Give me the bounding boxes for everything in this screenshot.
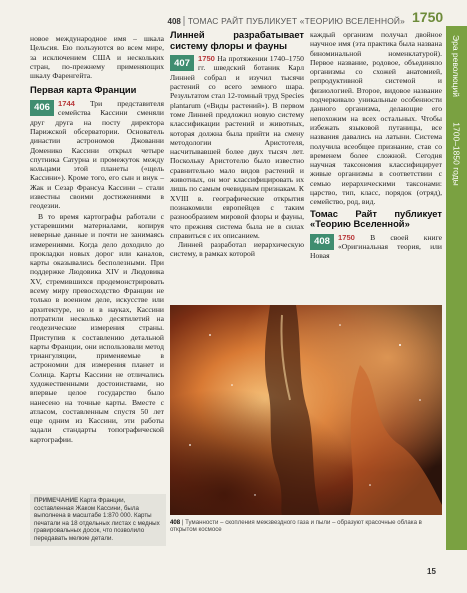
nebula-illustration [170,305,442,515]
header-page-number: 408 [167,16,181,26]
footer-page-number: 15 [427,567,436,576]
column-3 [310,30,442,261]
header-year: 1750 [412,9,444,25]
sidebar-label-bottom-wrap [446,108,467,200]
col1-intro: новое международное имя – шкала Цельсия. Ею пользуются во всем мире, за исключением США и нескольких стран, по-прежнему применяющих шкалу Фаренгейта. [30,34,164,81]
note-label: ПРИМЕЧАНИЕ [34,497,79,504]
caption-divider: | [181,519,186,526]
col1-section-title: Первая карта Франции [30,84,137,96]
sidebar-label-top: Эра революций [451,34,462,98]
header-title: ТОМАС РАЙТ ПУБЛИКУЕТ «ТЕОРИЮ ВСЕЛЕННОЙ» [187,16,405,26]
entry-year: 1750 [198,54,215,64]
header-divider [184,16,185,26]
col3-paragraph-1: каждый организм получал двойное научное имя (эта практика была названа биноминальной номенклатурой). Первое название, родовое, объединяло организмы со схожей анатомией, репродуктивной системой и физиологией. Второе, видовое название подчеркивало уникальные особенности данного организма, делающие его непохожим на всех остальных. Чтобы избежать языковой путаницы, все названия давались на латыни. Система получила всеобщее признание, став со временем более сложной. Сегодня научная таксономия классифицирует живые организмы в соответствии с семью иерархическими таксонами: царство, тип, класс, порядок (отряд), семейство, род, вид. [310,30,442,207]
column-2 [170,30,304,260]
entry-number-badge: 406 [30,100,54,116]
col2-paragraph-1: На протяжении 1740–1750 гг. шведский ботаник Карл Линней собрал и изучил тысячи растений со всего земного шара. Результатом стал 12-томный труд Species plantarum («Виды растений»). В первом томе Линней предложил новую систему классификации растений и животных, которая должна была прийти на смену методологии Аристотеля, насчитывавшей более двух тысяч лет. Поскольку Аристотелю было известно сравнительно мало видов растений и животных, он мог классифицировать их лишь по самым очевидным признакам. К XVIII в. географические открытия познакомили европейцев с таким разнообразием мировой флоры и фауны, что прежняя система была не в силах справиться с их описанием. [170,54,304,240]
entry-number-badge: 408 [310,234,334,250]
col2-paragraph-2: Линней разработал иерархическую систему, в рамках которой [170,240,304,259]
column-1 [30,34,164,445]
figure-caption [170,519,446,534]
chapter-sidebar [446,26,467,550]
running-header [168,12,406,30]
note-text: Карта Франции, составленная Жаком Кассини, была выполнена в масштабе 1:870 000. Карты печатали на 18 отдельных листах с медных гравировальных досок, что позволило передавать мелкие детали. [34,497,160,542]
entry-number-badge: 407 [170,55,194,71]
caption-text: Туманности – скопления межзвездного газа и пыли – образуют красочные облака в открытом космосе [170,519,422,534]
col3-section-title: Томас Райт публикует «Теорию Вселенной» [310,207,442,230]
entry-year: 1750 [338,232,355,242]
entry-year: 1744 [58,99,75,109]
caption-number: 408 [170,519,181,526]
col2-section-title: Линней разрабатывает систему флоры и фауны [170,29,304,51]
col1-paragraph-1: Три представителя семейства Кассини сменяли друг друга на посту директора Парижской обсерватории. Основатель династии астрономов Джованни Доменико Кассини открыл четыре спутника Сатурна и промежуток между кольцами этой планеты («щель Кассини»). Кроме того, его сын и внук – Жак и Сезар Франсуа Кассини – стали известны своими достижениями в геодезии. [30,99,164,211]
col3-paragraph-2: В своей книге «Оригинальная теория, или Новая [310,232,442,261]
col1-paragraph-2: В то время картографы работали с устаревшими материалами, копируя неверные данные и почти не занимаясь измерениями. Когда дело доходило до прокладки новых дорог или каналов, карты оказывались бесполезными. При поддержке Людовика XIV и Людовика XV, стремившихся продемонстрировать всему миру превосходство Франции не только в военном деле, искусстве или архитектуре, но и в науках, Кассини потратили несколько десятилетий на геодезические измерения страны. Приступив к составлению детальной карты Франции, они использовали метод триангуляции, применяемые в астрономии для измерения планет и Солнца. Карты Кассини не отличались художественными достоинствами, но впервые целое государство было нанесено на точные карты. Вместе с атласом, составленным спустя 50 лет еще одним из Кассини, эти работы задали стандарты топографической картографии. [30,211,164,444]
sidebar-label-top-wrap [446,26,467,106]
nebula-photo [170,305,442,515]
sidebar-label-bottom: 1700–1850 годы [451,122,462,186]
note-box [30,494,166,546]
